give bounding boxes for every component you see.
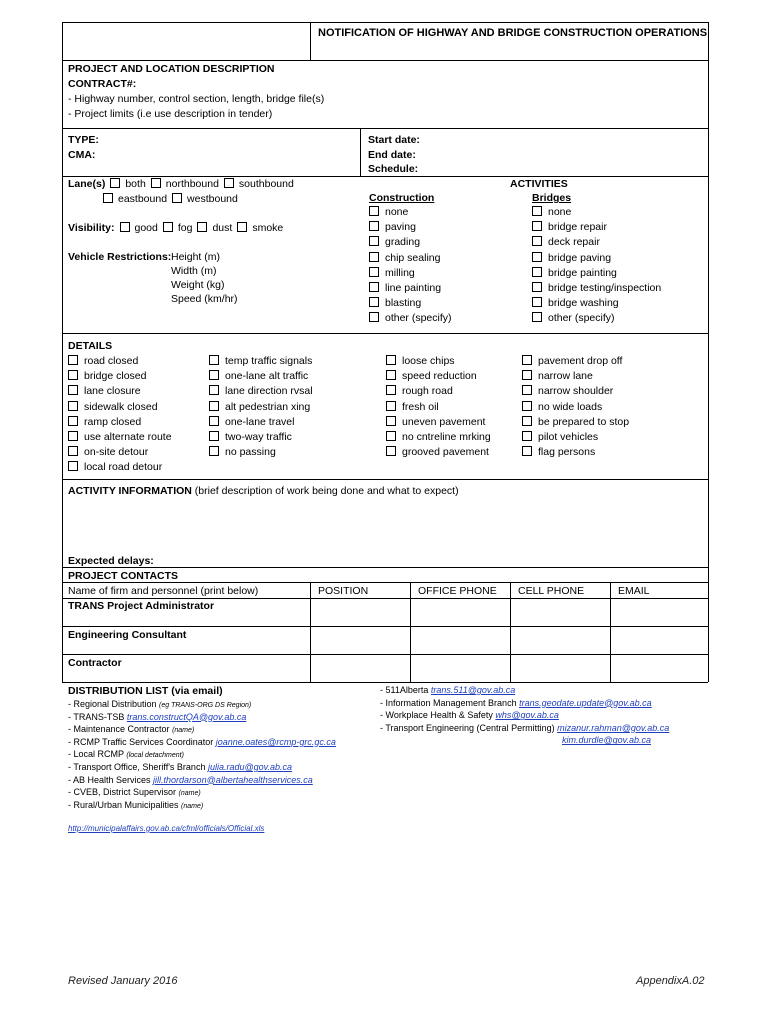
- construction-checkbox[interactable]: [369, 297, 379, 307]
- detail-label: speed reduction: [402, 370, 477, 383]
- bridges-item: [532, 235, 600, 250]
- construction-label: line painting: [385, 282, 442, 294]
- detail-label: rough road: [402, 385, 453, 398]
- visibility-smoke-checkbox[interactable]: [237, 222, 247, 232]
- vehicle-height: Height (m): [171, 251, 221, 263]
- activity-info-note: (brief description of work being done and what to expect): [191, 485, 459, 497]
- distribution-entry: [562, 734, 651, 746]
- visibility-fog-checkbox[interactable]: [163, 222, 173, 232]
- detail-item: [522, 415, 629, 430]
- distribution-email-link[interactable]: whs@gov.ab.ca: [495, 710, 559, 721]
- rule-2: [62, 128, 708, 129]
- rule-1: [62, 60, 708, 61]
- distribution-email-link[interactable]: kim.durdle@gov.ab.ca: [562, 735, 652, 746]
- detail-checkbox[interactable]: [209, 431, 219, 441]
- construction-checkbox[interactable]: [369, 236, 379, 246]
- vehicle-weight: Weight (kg): [171, 279, 225, 291]
- detail-checkbox[interactable]: [386, 385, 396, 395]
- detail-checkbox[interactable]: [386, 370, 396, 380]
- detail-checkbox[interactable]: [386, 355, 396, 365]
- detail-item: [209, 354, 312, 369]
- bridges-label: none: [548, 206, 572, 218]
- detail-item: [386, 354, 455, 369]
- distribution-entry: [68, 774, 313, 786]
- detail-checkbox[interactable]: [68, 461, 78, 471]
- visibility-good-checkbox[interactable]: [120, 222, 130, 232]
- contacts-col-name: Name of firm and personnel (print below): [68, 585, 259, 597]
- detail-item: [68, 460, 162, 475]
- bridges-checkbox[interactable]: [532, 312, 542, 322]
- distribution-recipient: - 511Alberta: [380, 685, 431, 695]
- construction-item: [369, 311, 452, 326]
- distribution-recipient: - AB Health Services: [68, 774, 154, 785]
- construction-label: other (specify): [385, 312, 452, 325]
- distribution-entry: [380, 697, 652, 709]
- detail-item: [522, 369, 593, 384]
- contact-row-trans-admin: TRANS Project Administrator: [68, 600, 215, 612]
- lane-westbound-checkbox[interactable]: [172, 193, 182, 203]
- detail-checkbox[interactable]: [68, 370, 78, 380]
- distribution-recipient: - Rural/Urban Municipalities: [68, 799, 182, 810]
- construction-item: [369, 205, 408, 220]
- bridges-checkbox[interactable]: [532, 297, 542, 307]
- detail-label: one-lane alt traffic: [225, 370, 309, 383]
- distribution-recipient: - Transport Office, Sheriff's Branch: [68, 762, 208, 772]
- detail-label: pavement drop off: [538, 355, 623, 367]
- lanes-row-2: [103, 192, 238, 207]
- detail-label: lane direction rvsal: [225, 385, 313, 398]
- distribution-email-link[interactable]: trans.constructQA@gov.ab.ca: [126, 711, 247, 722]
- rule-5: [62, 479, 708, 480]
- schedule-label: Schedule:: [368, 163, 419, 175]
- detail-label: local road detour: [84, 461, 163, 474]
- detail-item: [209, 415, 294, 430]
- construction-checkbox[interactable]: [369, 267, 379, 277]
- distribution-entry: [380, 684, 515, 696]
- type-divider: [360, 128, 361, 176]
- detail-label: narrow lane: [538, 370, 593, 383]
- distribution-entry: [68, 711, 246, 723]
- bridges-label: bridge repair: [548, 221, 607, 234]
- start-date-label: Start date:: [368, 134, 420, 146]
- contacts-col-email: EMAIL: [618, 585, 650, 597]
- detail-item: [209, 445, 276, 460]
- distribution-entry: [68, 736, 336, 748]
- detail-item: [386, 400, 439, 415]
- distribution-heading: DISTRIBUTION LIST (via email): [68, 685, 223, 697]
- visibility-good-label: good: [134, 222, 158, 234]
- detail-label: one-lane travel: [225, 415, 295, 428]
- construction-item: [369, 251, 440, 266]
- detail-item: [386, 445, 489, 460]
- rule-10: [62, 654, 708, 655]
- detail-checkbox[interactable]: [68, 355, 78, 365]
- detail-checkbox[interactable]: [68, 416, 78, 426]
- bridges-checkbox[interactable]: [532, 252, 542, 262]
- distribution-recipient: - Local RCMP: [68, 749, 127, 760]
- details-heading: DETAILS: [68, 340, 113, 352]
- bridges-checkbox[interactable]: [532, 282, 542, 292]
- construction-item: [369, 235, 420, 250]
- bridges-checkbox[interactable]: [532, 267, 542, 277]
- frame-right: [708, 22, 709, 682]
- lanes-row-1: [68, 177, 294, 192]
- distribution-email-link[interactable]: joanne.oates@rcmp-grc.gc.ca: [215, 736, 336, 747]
- distribution-email-link[interactable]: julia.radu@gov.ab.ca: [207, 762, 292, 772]
- detail-checkbox[interactable]: [68, 446, 78, 456]
- frame-left: [62, 22, 63, 682]
- bridges-item: [532, 281, 661, 296]
- detail-item: [68, 400, 158, 415]
- activities-heading: ACTIVITIES: [510, 178, 568, 190]
- bridges-label: bridge washing: [548, 297, 619, 310]
- distribution-recipient: - RCMP Traffic Services Coordinator: [68, 736, 216, 747]
- detail-label: grooved pavement: [402, 446, 489, 459]
- end-date-label: End date:: [368, 149, 416, 161]
- lane-northbound-label: northbound: [165, 178, 219, 190]
- construction-label: paving: [385, 221, 416, 234]
- bridges-item: [532, 296, 619, 311]
- bridges-label: bridge testing/inspection: [548, 282, 662, 294]
- detail-item: [68, 445, 148, 460]
- bridges-label: other (specify): [548, 312, 615, 325]
- construction-heading: Construction: [369, 192, 435, 204]
- detail-checkbox[interactable]: [209, 401, 219, 411]
- detail-item: [386, 384, 453, 399]
- contact-row-contractor: Contractor: [68, 657, 122, 669]
- detail-label: pilot vehicles: [538, 431, 599, 443]
- distribution-email-link[interactable]: jill.thordarson@albertahealthservices.ca: [153, 774, 313, 785]
- lane-both-checkbox[interactable]: [110, 178, 120, 188]
- detail-checkbox[interactable]: [68, 385, 78, 395]
- construction-item: [369, 296, 421, 311]
- detail-label: temp traffic signals: [225, 355, 313, 367]
- detail-item: [68, 415, 141, 430]
- visibility-fog-label: fog: [177, 222, 193, 234]
- frame-top: [62, 22, 708, 23]
- distribution-recipient: - TRANS-TSB: [68, 711, 127, 722]
- distribution-recipient: - Information Management Branch: [380, 697, 520, 708]
- visibility-label: Visibility:: [68, 222, 115, 234]
- project-contacts-heading: PROJECT CONTACTS: [68, 570, 179, 582]
- detail-checkbox[interactable]: [522, 355, 532, 365]
- lane-southbound-checkbox[interactable]: [224, 178, 234, 188]
- distribution-entry: [68, 761, 292, 773]
- bridges-label: bridge painting: [548, 266, 617, 279]
- distribution-note: (name): [181, 802, 204, 810]
- cma-label: CMA:: [68, 149, 96, 161]
- detail-checkbox[interactable]: [209, 370, 219, 380]
- detail-checkbox[interactable]: [209, 355, 219, 365]
- detail-label: on-site detour: [84, 446, 149, 459]
- construction-label: chip sealing: [385, 251, 441, 264]
- distribution-note: (local detachment): [126, 752, 184, 760]
- rule-4: [62, 333, 708, 334]
- construction-checkbox[interactable]: [369, 252, 379, 262]
- lane-both-label: both: [125, 178, 146, 190]
- contacts-col-office-phone: OFFICE PHONE: [418, 585, 497, 597]
- detail-checkbox[interactable]: [386, 431, 396, 441]
- detail-item: [522, 445, 595, 460]
- footer-revised: Revised January 2016: [68, 975, 178, 987]
- distribution-recipient: - Transport Engineering (Central Permitting): [380, 722, 558, 733]
- bridges-checkbox[interactable]: [532, 206, 542, 216]
- detail-item: [386, 415, 485, 430]
- distribution-recipient: - Workplace Health & Safety: [380, 710, 496, 721]
- detail-checkbox[interactable]: [68, 401, 78, 411]
- detail-item: [68, 369, 146, 384]
- footer-appendix: AppendixA.02: [636, 975, 705, 987]
- construction-checkbox[interactable]: [369, 206, 379, 216]
- vehicle-restrictions-label: Vehicle Restrictions:: [68, 251, 172, 263]
- vehicle-speed: Speed (km/hr): [171, 293, 238, 305]
- detail-label: alt pedestrian xing: [225, 400, 311, 413]
- detail-label: ramp closed: [84, 415, 142, 428]
- detail-checkbox[interactable]: [522, 431, 532, 441]
- activity-info-heading: ACTIVITY INFORMATION: [68, 485, 192, 497]
- detail-label: use alternate route: [84, 431, 172, 443]
- detail-item: [209, 430, 292, 445]
- detail-label: no passing: [225, 446, 276, 459]
- col-divider-4: [610, 582, 611, 682]
- rule-11: [62, 682, 708, 683]
- bridges-item: [532, 266, 617, 281]
- construction-item: [369, 220, 416, 235]
- municipal-affairs-link[interactable]: http://municipalaffairs.gov.ab.ca/cfml/officials/Official.xls: [68, 824, 265, 833]
- col-divider-1: [310, 582, 311, 682]
- construction-checkbox[interactable]: [369, 312, 379, 322]
- distribution-entry: [68, 799, 203, 813]
- lane-northbound-checkbox[interactable]: [151, 178, 161, 188]
- distribution-email-link[interactable]: trans.geodate.update@gov.ab.ca: [519, 697, 652, 708]
- detail-checkbox[interactable]: [386, 401, 396, 411]
- lane-southbound-label: southbound: [238, 178, 294, 190]
- project-heading: PROJECT AND LOCATION DESCRIPTION: [68, 63, 275, 75]
- bridges-label: deck repair: [548, 236, 600, 249]
- detail-checkbox[interactable]: [522, 446, 532, 456]
- visibility-row: [68, 221, 283, 236]
- construction-checkbox[interactable]: [369, 282, 379, 292]
- distribution-email-link[interactable]: trans.511@gov.ab.ca: [430, 685, 516, 695]
- detail-item: [68, 384, 141, 399]
- distribution-note: (name): [172, 727, 195, 735]
- detail-item: [522, 400, 602, 415]
- detail-item: [522, 354, 622, 369]
- detail-checkbox[interactable]: [522, 416, 532, 426]
- construction-item: [369, 266, 415, 281]
- title-divider: [310, 22, 311, 60]
- detail-checkbox[interactable]: [522, 370, 532, 380]
- bridges-item: [532, 311, 615, 326]
- bridges-checkbox[interactable]: [532, 221, 542, 231]
- bridges-heading: Bridges: [532, 192, 572, 204]
- contacts-col-cell-phone: CELL PHONE: [518, 585, 585, 597]
- construction-item: [369, 281, 441, 296]
- detail-label: bridge closed: [84, 370, 147, 383]
- detail-checkbox[interactable]: [522, 401, 532, 411]
- distribution-note: (eg TRANS-ORG DS Region): [159, 702, 252, 709]
- lane-westbound-label: westbound: [187, 193, 238, 205]
- visibility-dust-label: dust: [212, 222, 233, 234]
- detail-label: sidewalk closed: [84, 400, 158, 413]
- distribution-entry: [380, 722, 669, 734]
- detail-item: [209, 384, 313, 399]
- detail-item: [522, 384, 613, 399]
- detail-item: [209, 369, 308, 384]
- detail-item: [68, 354, 138, 369]
- detail-label: narrow shoulder: [538, 385, 614, 398]
- lanes-label: Lane(s): [68, 178, 106, 190]
- visibility-dust-checkbox[interactable]: [197, 222, 207, 232]
- detail-label: lane closure: [84, 385, 141, 398]
- bridges-label: bridge paving: [548, 251, 612, 264]
- detail-label: no cntreline mrking: [402, 431, 491, 443]
- construction-checkbox[interactable]: [369, 221, 379, 231]
- distribution-note: (name): [178, 790, 201, 798]
- detail-label: road closed: [84, 355, 139, 367]
- expected-delays-label: Expected delays:: [68, 555, 154, 567]
- detail-checkbox[interactable]: [522, 385, 532, 395]
- construction-label: milling: [385, 266, 415, 279]
- detail-checkbox[interactable]: [209, 416, 219, 426]
- detail-label: uneven pavement: [402, 415, 486, 428]
- col-divider-3: [510, 582, 511, 682]
- detail-label: no wide loads: [538, 400, 603, 413]
- bridges-item: [532, 205, 571, 220]
- distribution-recipient: - Regional Distribution: [68, 699, 160, 709]
- distribution-recipient: - Maintenance Contractor: [68, 724, 173, 735]
- col-divider-2: [410, 582, 411, 682]
- detail-checkbox[interactable]: [209, 446, 219, 456]
- detail-item: [522, 430, 598, 445]
- lane-eastbound-label: eastbound: [118, 193, 168, 205]
- detail-label: flag persons: [538, 446, 596, 459]
- activity-info-row: [68, 484, 459, 499]
- detail-item: [68, 430, 172, 445]
- detail-label: be prepared to stop: [538, 415, 630, 428]
- distribution-recipient: - CVEB, District Supervisor: [68, 787, 179, 798]
- type-label: TYPE:: [68, 134, 99, 146]
- bridges-checkbox[interactable]: [532, 236, 542, 246]
- detail-item: [386, 430, 491, 445]
- detail-checkbox[interactable]: [386, 416, 396, 426]
- construction-label: none: [385, 206, 409, 218]
- distribution-email-link[interactable]: mizanur.rahman@gov.ab.ca: [557, 722, 670, 733]
- detail-item: [209, 400, 310, 415]
- contacts-col-position: POSITION: [318, 585, 369, 597]
- bridges-item: [532, 220, 607, 235]
- detail-label: two-way traffic: [225, 431, 292, 443]
- detail-item: [386, 369, 477, 384]
- detail-checkbox[interactable]: [68, 431, 78, 441]
- bridges-item: [532, 251, 611, 266]
- vehicle-width: Width (m): [171, 265, 217, 277]
- detail-checkbox[interactable]: [386, 446, 396, 456]
- detail-label: fresh oil: [402, 400, 439, 413]
- lane-eastbound-checkbox[interactable]: [103, 193, 113, 203]
- rule-6: [62, 567, 708, 568]
- detail-label: loose chips: [402, 355, 455, 367]
- form-title: NOTIFICATION OF HIGHWAY AND BRIDGE CONSTRUCTION OPERATIONS: [318, 27, 708, 39]
- project-line-1: - Highway number, control section, length, bridge file(s): [68, 93, 325, 105]
- visibility-smoke-label: smoke: [252, 222, 284, 234]
- construction-label: grading: [385, 236, 421, 249]
- project-line-2: - Project limits (i.e use description in tender): [68, 108, 273, 120]
- detail-checkbox[interactable]: [209, 385, 219, 395]
- contract-label: CONTRACT#:: [68, 78, 137, 90]
- contact-row-engineering: Engineering Consultant: [68, 629, 187, 641]
- rule-9: [62, 626, 708, 627]
- distribution-entry: [380, 709, 559, 721]
- construction-label: blasting: [385, 297, 422, 310]
